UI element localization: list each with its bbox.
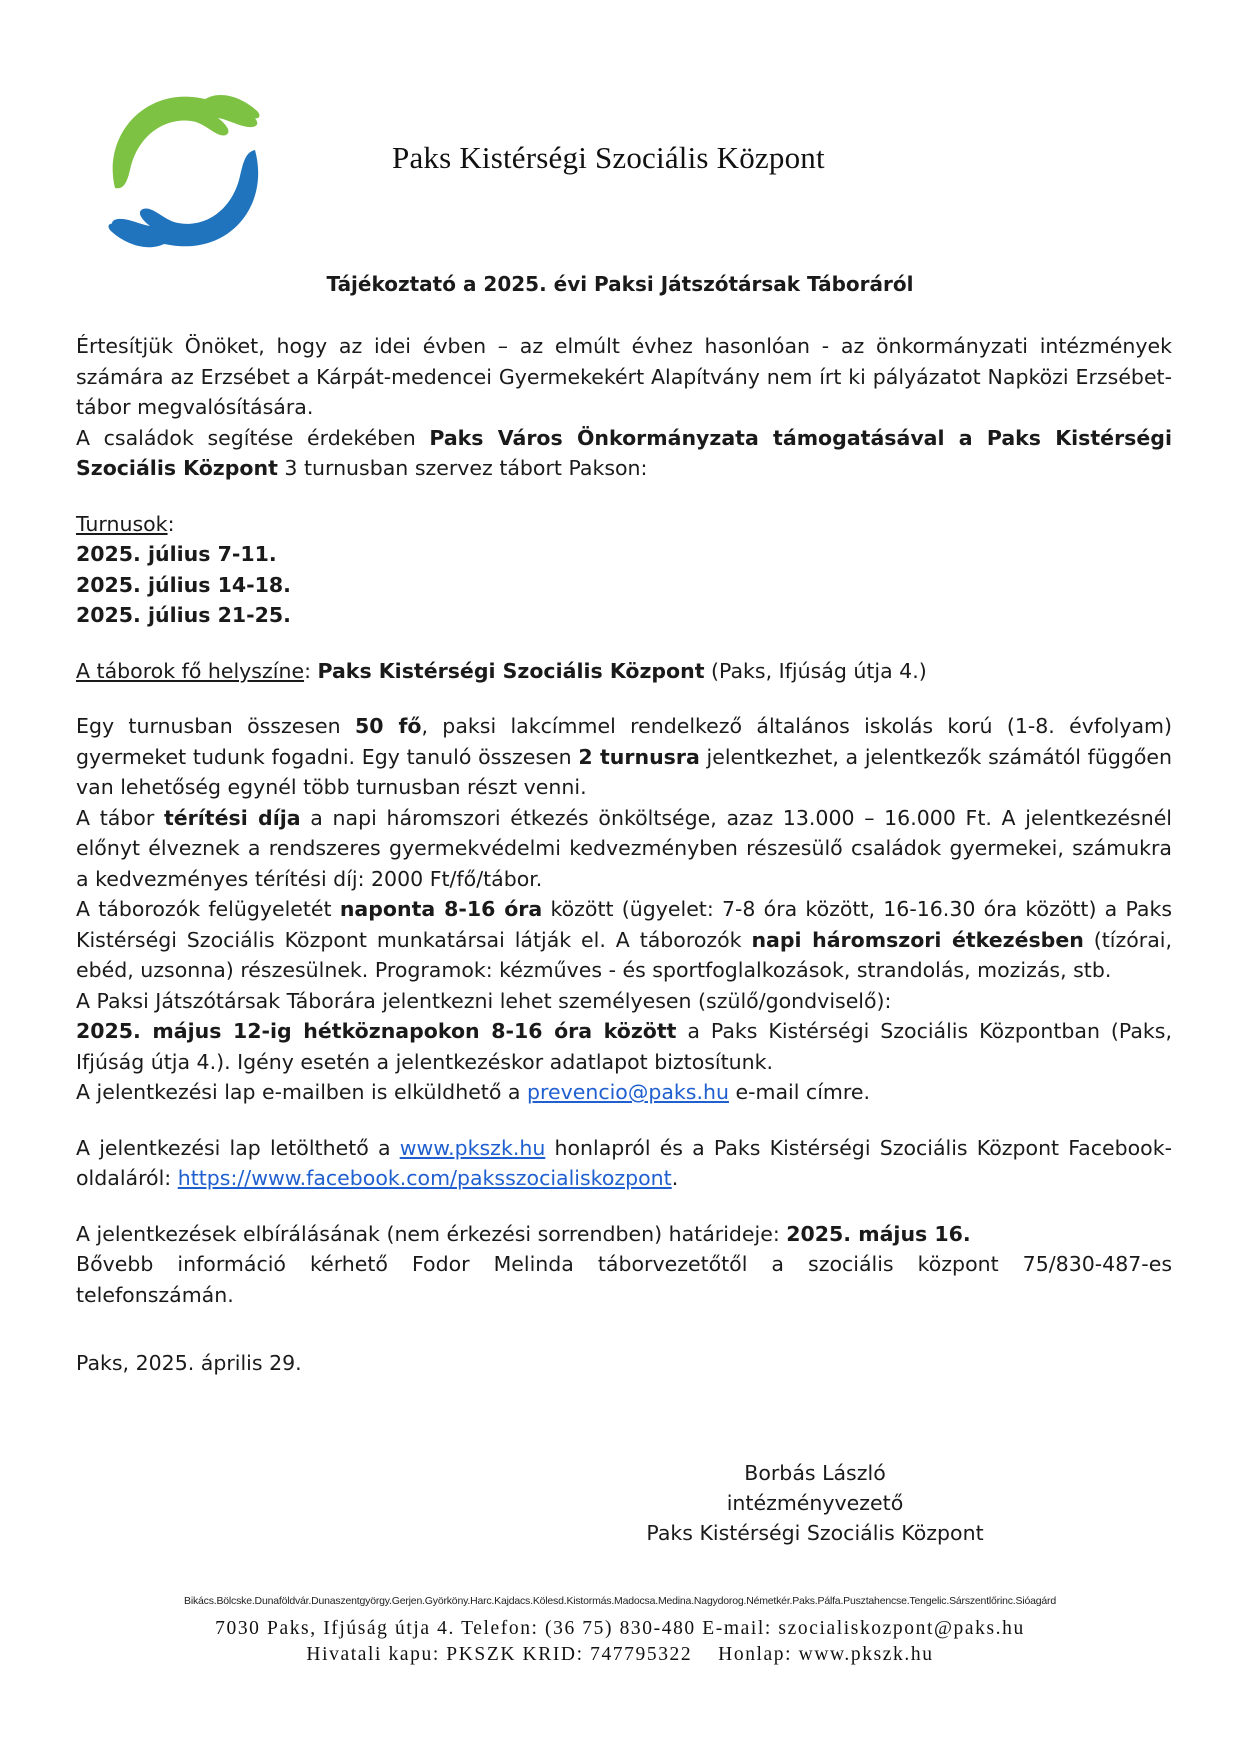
footer-contact: 7030 Paks, Ifjúság útja 4. Telefon: (36 75) 830-480 E-mail: szocialiskozpont@paks.hu xyxy=(215,1618,1025,1639)
email-paragraph: A jelentkezési lap e-mailben is elküldhető a prevencio@paks.hu e-mail címre. xyxy=(76,1080,870,1104)
apply-paragraph: A Paksi Játszótársak Táborára jelentkezni lehet személyesen (szülő/gondviselő): xyxy=(76,988,892,1013)
info-paragraph: Bővebb információ kérhető Fodor Melinda táborvezetőtől a szociális központ 75/830-487-es telefonszámán. xyxy=(76,1252,1172,1307)
footer-towns: Bikács.Bölcske.Dunaföldvár.Dunaszentgyörgy.Gerjen.Györköny.Harc.Kajdacs.Kölesd.Kistormás.Madocsa.Medina.Nagydorog.Németkér.Paks.Pálfa.Pusztahencse.Tengelic.Sárszentlőrinc.Sióagárd xyxy=(184,1595,1056,1607)
signer-role: intézményvezető xyxy=(726,1491,904,1515)
document-body xyxy=(76,331,1172,1379)
turnus-date: 2025. július 7-11. xyxy=(76,542,277,566)
capacity-paragraph: Egy turnusban összesen 50 fő, paksi lakcímmel rendelkező általános iskolás korú (1-8. évfolyam) gyermeket tudunk fogadni. Egy tanuló összesen 2 turnusra jelentkezhet, a jelentkezők számától függően van lehetőség egynél több turnusban részt venni. xyxy=(76,714,1173,799)
deadline-paragraph: 2025. május 12-ig hétköznapokon 8-16 óra között a Paks Kistérségi Szociális Központban (Paks, Ifjúság útja 4.). Igény esetén a jelentkezéskor adatlapot biztosítunk. xyxy=(76,1019,1173,1074)
email-link[interactable]: prevencio@paks.hu xyxy=(526,1080,729,1104)
website-link[interactable]: www.pkszk.hu xyxy=(399,1135,546,1160)
document-title: Tájékoztató a 2025. évi Paksi Játszótársak Táboráról xyxy=(326,272,914,296)
turnus-date: 2025. július 14-18. xyxy=(76,572,291,597)
two-hands-circle-logo-icon xyxy=(100,80,270,260)
intro-paragraph: Értesítjük Önöket, hogy az idei évben – az elmúlt évhez hasonlóan - az önkormányzati intézmények számára az Erzsébet a Kárpát-medencei Gyermekekért Alapítvány nem írt ki pályázatot Napközi Erzsébet-tábor megvalósítására. xyxy=(76,334,1172,419)
turnusok-heading: Turnusok: xyxy=(76,511,175,536)
location-line: A táborok fő helyszíne: Paks Kistérségi Szociális Központ (Paks, Ifjúság útja 4.) xyxy=(76,658,927,683)
decision-paragraph: A jelentkezések elbírálásának (nem érkezési sorrendben) határideje: 2025. május 16. xyxy=(76,1221,971,1246)
fee-paragraph: A tábor térítési díja a napi háromszori étkezés önköltsége, azaz 13.000 – 16.000 Ft. A jelentkezésnél előnyt élveznek a rendszeres gyermekvédelmi kedvezményben részesülő családok gyermekei, számukra a kedvezményes térítési díj: 2000 Ft/fő/tábor. xyxy=(76,805,1173,891)
signer-org: Paks Kistérségi Szociális Központ xyxy=(646,1521,984,1545)
organization-name: Paks Kistérségi Szociális Központ xyxy=(392,140,825,175)
facebook-link[interactable]: https://www.facebook.com/paksszocialiskozpont xyxy=(177,1166,672,1190)
date-line: Paks, 2025. április 29. xyxy=(76,1351,302,1375)
organizer-paragraph: A családok segítése érdekében Paks Város Önkormányzata támogatásával a Paks Kistérségi Szociális Központ 3 turnusban szervez tábort Pakson: xyxy=(76,425,1172,480)
footer-krid: Hivatali kapu: PKSZK KRID: 747795322 Honlap: www.pkszk.hu xyxy=(306,1644,934,1665)
download-paragraph: A jelentkezési lap letölthető a www.pkszk.hu honlapról és a Paks Kistérségi Szociális Központ Facebook-oldaláról: https://www.facebook.com/paksszocialiskozpont. xyxy=(76,1135,1172,1190)
signature-block xyxy=(580,1458,1050,1548)
signer-name: Borbás László xyxy=(744,1461,886,1485)
supervision-paragraph: A táborozók felügyeletét naponta 8-16 óra között (ügyelet: 7-8 óra között, 16-16.30 óra között) a Paks Kistérségi Szociális Központ munkatársai látják el. A táborozók napi háromszori étkezésben (tízórai, ebéd, uzsonna) részesülnek. Programok: kézműves - és sportfoglalkozások, strandolás, mozizás, stb. xyxy=(76,897,1172,982)
turnus-date: 2025. július 21-25. xyxy=(76,603,291,627)
